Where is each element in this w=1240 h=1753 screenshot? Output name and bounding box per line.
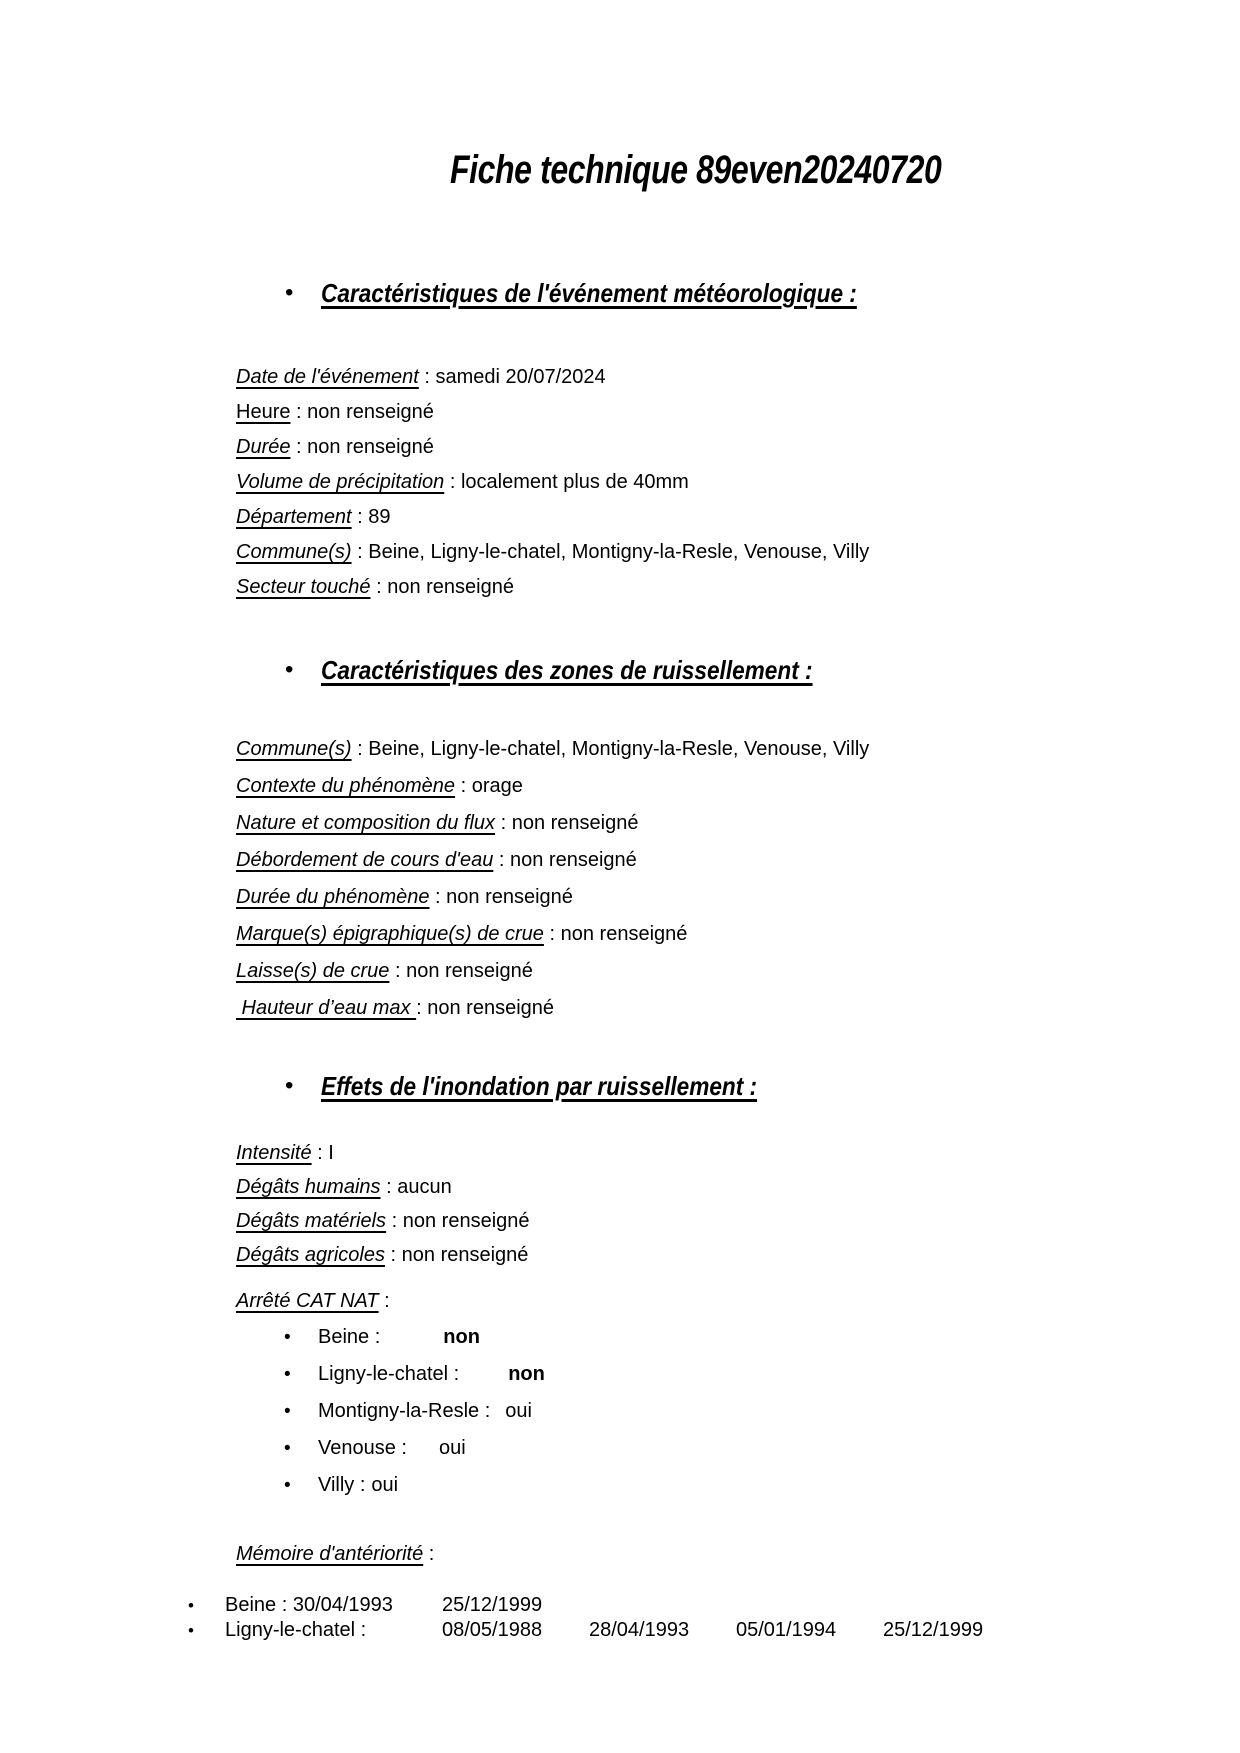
- bullet-icon: [285, 276, 321, 310]
- field-row: [236, 953, 1240, 990]
- field-separator: :: [351, 541, 369, 563]
- field-value: orage: [471, 775, 523, 797]
- memoire-row: [0, 1618, 1240, 1643]
- field-label: Arrêté CAT NAT: [236, 1290, 379, 1312]
- field-label: Dégâts humains: [236, 1176, 381, 1198]
- memoire-cell: 08/05/1988: [442, 1619, 543, 1641]
- field-row: [236, 842, 1240, 879]
- field-value: non renseigné: [511, 812, 639, 834]
- field-value: non renseigné: [446, 886, 573, 908]
- field-value: non renseigné: [402, 1210, 530, 1232]
- field-label: Dégâts agricoles: [236, 1244, 385, 1266]
- field-row: [236, 805, 1240, 842]
- memoire-cell: 25/12/1999: [883, 1619, 984, 1641]
- catnat-value: oui: [371, 1474, 399, 1496]
- field-row: [236, 879, 1240, 916]
- field-row: [236, 465, 1240, 500]
- field-separator: :: [311, 1142, 329, 1164]
- memoire-row: [0, 1593, 1240, 1618]
- field-row: [236, 570, 1240, 605]
- section-heading-text: Caractéristiques de l'événement météorologique :: [321, 278, 857, 308]
- commune-name: Ligny-le-chatel :: [318, 1363, 460, 1385]
- field-label: Laisse(s) de crue: [236, 960, 390, 982]
- field-value: I: [328, 1142, 334, 1164]
- document-title: Fiche technique 89even20240720: [450, 148, 942, 192]
- field-row: [236, 1204, 1240, 1238]
- field-label: Département: [236, 506, 352, 528]
- memoire-list: [0, 1593, 1240, 1643]
- bullet-icon: [285, 653, 321, 687]
- field-row-memoire-label: [236, 1537, 1240, 1571]
- field-row: [236, 916, 1240, 953]
- bullet-icon: [188, 1619, 225, 1642]
- field-label: Dégâts matériels: [236, 1210, 387, 1232]
- field-separator: :: [543, 923, 561, 945]
- memoire-cell: 28/04/1993: [589, 1619, 690, 1641]
- memoire-cell: Beine : 30/04/1993: [225, 1594, 393, 1616]
- field-value: non renseigné: [510, 849, 637, 871]
- catnat-value: oui: [505, 1400, 532, 1422]
- field-row-catnat-label: [236, 1284, 1240, 1318]
- bullet-icon: [284, 1437, 318, 1460]
- bullet-icon: [188, 1594, 225, 1617]
- field-separator: :: [493, 849, 510, 871]
- field-label: Contexte du phénomène: [236, 775, 456, 797]
- field-value: aucun: [397, 1176, 452, 1198]
- field-value: non renseigné: [406, 960, 533, 982]
- field-label: Heure: [236, 401, 291, 423]
- commune-name: Montigny-la-Resle :: [318, 1400, 491, 1422]
- section-heading-text: Caractéristiques des zones de ruissellement :: [321, 655, 813, 685]
- field-separator: :: [418, 366, 436, 388]
- field-label: Marque(s) épigraphique(s) de crue: [236, 923, 544, 945]
- catnat-item: [0, 1393, 1240, 1430]
- field-row: [236, 395, 1240, 430]
- field-separator: :: [380, 1176, 398, 1198]
- field-row: [236, 1136, 1240, 1170]
- bullet-icon: [284, 1474, 318, 1497]
- effets-fields: [236, 1136, 1240, 1318]
- field-label: Volume de précipitation: [236, 471, 445, 493]
- bullet-icon: [284, 1400, 318, 1423]
- catnat-value: non: [508, 1363, 545, 1385]
- bullet-icon: [284, 1363, 318, 1386]
- field-row: [236, 535, 1240, 570]
- memoire-cell: 05/01/1994: [736, 1619, 837, 1641]
- field-label: Nature et composition du flux: [236, 812, 496, 834]
- field-label: Date de l'événement: [236, 366, 419, 388]
- field-separator: :: [290, 436, 308, 458]
- memoire-label-block: [236, 1537, 1240, 1571]
- field-label: Durée: [236, 436, 291, 458]
- field-row: [236, 360, 1240, 395]
- field-label: Commune(s): [236, 541, 352, 563]
- field-row: [236, 1170, 1240, 1204]
- field-separator: :: [351, 506, 369, 528]
- field-separator: :: [444, 471, 461, 493]
- section-heading-meteo: [0, 276, 1240, 310]
- field-row: [236, 731, 1240, 768]
- catnat-list: [0, 1319, 1240, 1504]
- bullet-icon: [285, 1069, 321, 1103]
- field-value: non renseigné: [307, 401, 434, 423]
- commune-name: Beine :: [318, 1326, 381, 1348]
- zones-fields: [236, 731, 1240, 1027]
- field-separator: :: [455, 775, 472, 797]
- field-separator: :: [351, 738, 369, 760]
- section-heading-zones: [0, 653, 1240, 687]
- field-separator: :: [429, 886, 447, 908]
- title-line: [450, 146, 1240, 194]
- field-value: non renseigné: [560, 923, 688, 945]
- field-label: Durée du phénomène: [236, 886, 430, 908]
- field-separator: :: [416, 997, 428, 1019]
- field-value: non renseigné: [401, 1244, 529, 1266]
- field-value: Beine, Ligny-le-chatel, Montigny-la-Resle, Venouse, Villy: [368, 541, 870, 563]
- field-value: non renseigné: [307, 436, 434, 458]
- field-value: localement plus de 40mm: [460, 471, 689, 493]
- bullet-icon: [284, 1326, 318, 1349]
- catnat-item: [0, 1430, 1240, 1467]
- field-row: [236, 768, 1240, 805]
- field-row: [236, 990, 1240, 1027]
- field-value: non renseigné: [427, 997, 555, 1019]
- field-separator: :: [290, 401, 308, 423]
- field-value: samedi 20/07/2024: [435, 366, 606, 388]
- field-label: Intensité: [236, 1142, 312, 1164]
- field-separator: :: [386, 1210, 403, 1232]
- field-row: [236, 500, 1240, 535]
- field-separator: :: [370, 576, 388, 598]
- field-row: [236, 430, 1240, 465]
- commune-name: Villy :: [318, 1474, 366, 1496]
- field-value: 89: [368, 506, 391, 528]
- field-value: Beine, Ligny-le-chatel, Montigny-la-Resle, Venouse, Villy: [368, 738, 870, 760]
- field-separator: :: [495, 812, 512, 834]
- section-heading-effets: [0, 1069, 1240, 1103]
- field-separator: :: [384, 1244, 402, 1266]
- catnat-value: non: [443, 1326, 480, 1348]
- field-label: Secteur touché: [236, 576, 371, 598]
- field-separator: :: [423, 1543, 435, 1565]
- commune-name: Venouse :: [318, 1437, 407, 1459]
- field-label: Débordement de cours d'eau: [236, 849, 494, 871]
- field-label: Commune(s): [236, 738, 352, 760]
- catnat-value: oui: [438, 1437, 466, 1459]
- catnat-item: [0, 1319, 1240, 1356]
- memoire-cell: Ligny-le-chatel :: [225, 1619, 367, 1641]
- field-row: [236, 1238, 1240, 1272]
- memoire-cell: 25/12/1999: [442, 1594, 543, 1616]
- catnat-item: [0, 1356, 1240, 1393]
- section-heading-text: Effets de l'inondation par ruissellement :: [321, 1071, 758, 1101]
- field-label: Mémoire d'antériorité: [236, 1543, 424, 1565]
- field-separator: :: [378, 1290, 390, 1312]
- field-label: Hauteur d’eau max: [236, 997, 417, 1019]
- meteo-fields: [236, 360, 1240, 605]
- field-separator: :: [389, 960, 407, 982]
- catnat-item: [0, 1467, 1240, 1504]
- field-value: non renseigné: [387, 576, 514, 598]
